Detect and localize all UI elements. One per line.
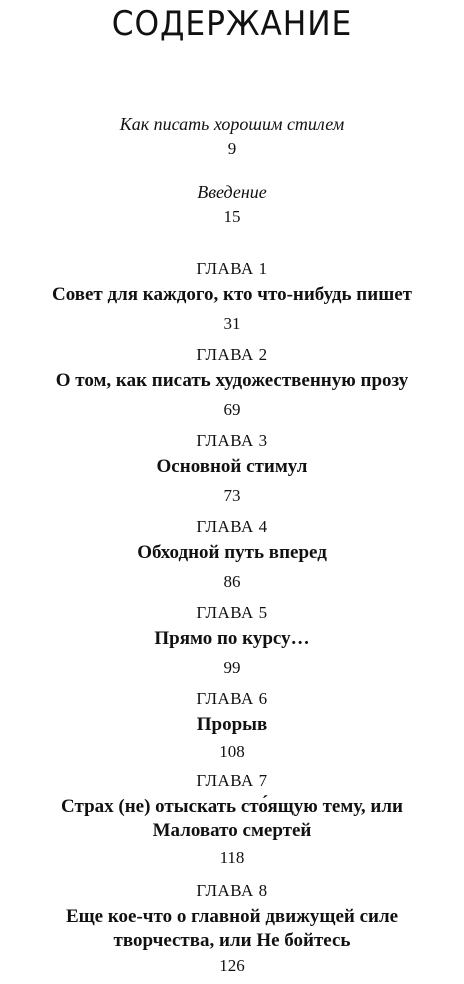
chapter-title: Прорыв bbox=[196, 714, 268, 735]
chapter-label: ГЛАВА 8 bbox=[196, 881, 268, 900]
chapter-label: ГЛАВА 6 bbox=[196, 689, 268, 708]
chapter-label: ГЛАВА 1 bbox=[196, 259, 268, 278]
toc-entry-chapter-6[interactable] bbox=[0, 688, 464, 763]
chapter-title: Еще кое-что о главной движущей силе творчества, или Не бойтесь bbox=[65, 906, 399, 951]
chapter-label: ГЛАВА 5 bbox=[196, 603, 268, 622]
chapter-page: 86 bbox=[223, 572, 241, 591]
chapter-page: 73 bbox=[223, 486, 241, 505]
toc-entry-chapter-7[interactable] bbox=[0, 770, 464, 869]
toc-entry-title: Введение bbox=[197, 182, 267, 202]
chapter-page: 31 bbox=[223, 314, 241, 333]
toc-entry-front-1[interactable] bbox=[0, 112, 464, 160]
chapter-title: О том, как писать художественную прозу bbox=[55, 370, 409, 391]
toc-entry-chapter-3[interactable] bbox=[0, 430, 464, 507]
toc-entry-page: 15 bbox=[223, 207, 241, 226]
chapter-page: 69 bbox=[223, 400, 241, 419]
chapter-label: ГЛАВА 2 bbox=[196, 345, 268, 364]
chapter-page: 126 bbox=[219, 956, 245, 975]
chapter-page: 118 bbox=[219, 848, 245, 867]
chapter-page: 99 bbox=[223, 658, 241, 677]
chapter-page: 108 bbox=[219, 742, 245, 761]
toc-entry-title: Как писать хорошим стилем bbox=[119, 114, 345, 134]
toc-entry-chapter-1[interactable] bbox=[0, 258, 464, 335]
chapter-title: Прямо по курсу… bbox=[154, 628, 310, 649]
chapter-label: ГЛАВА 4 bbox=[196, 517, 268, 536]
toc-entry-chapter-8[interactable] bbox=[0, 880, 464, 977]
chapter-title: Совет для каждого, кто что-нибудь пишет bbox=[51, 284, 413, 305]
chapter-label: ГЛАВА 7 bbox=[196, 771, 268, 790]
toc-entry-page: 9 bbox=[227, 139, 237, 158]
chapter-label: ГЛАВА 3 bbox=[196, 431, 268, 450]
chapter-title: Обходной путь вперед bbox=[137, 542, 327, 563]
page-title: СОДЕРЖАНИЕ bbox=[111, 4, 353, 44]
toc-entry-chapter-2[interactable] bbox=[0, 344, 464, 421]
toc-entry-front-2[interactable] bbox=[0, 180, 464, 228]
chapter-title: Основной стимул bbox=[156, 456, 308, 477]
toc-entry-chapter-5[interactable] bbox=[0, 602, 464, 679]
chapter-title: Страх (не) отыскать сто́ящую тему, или Маловато смертей bbox=[61, 796, 403, 841]
toc-entry-chapter-4[interactable] bbox=[0, 516, 464, 593]
